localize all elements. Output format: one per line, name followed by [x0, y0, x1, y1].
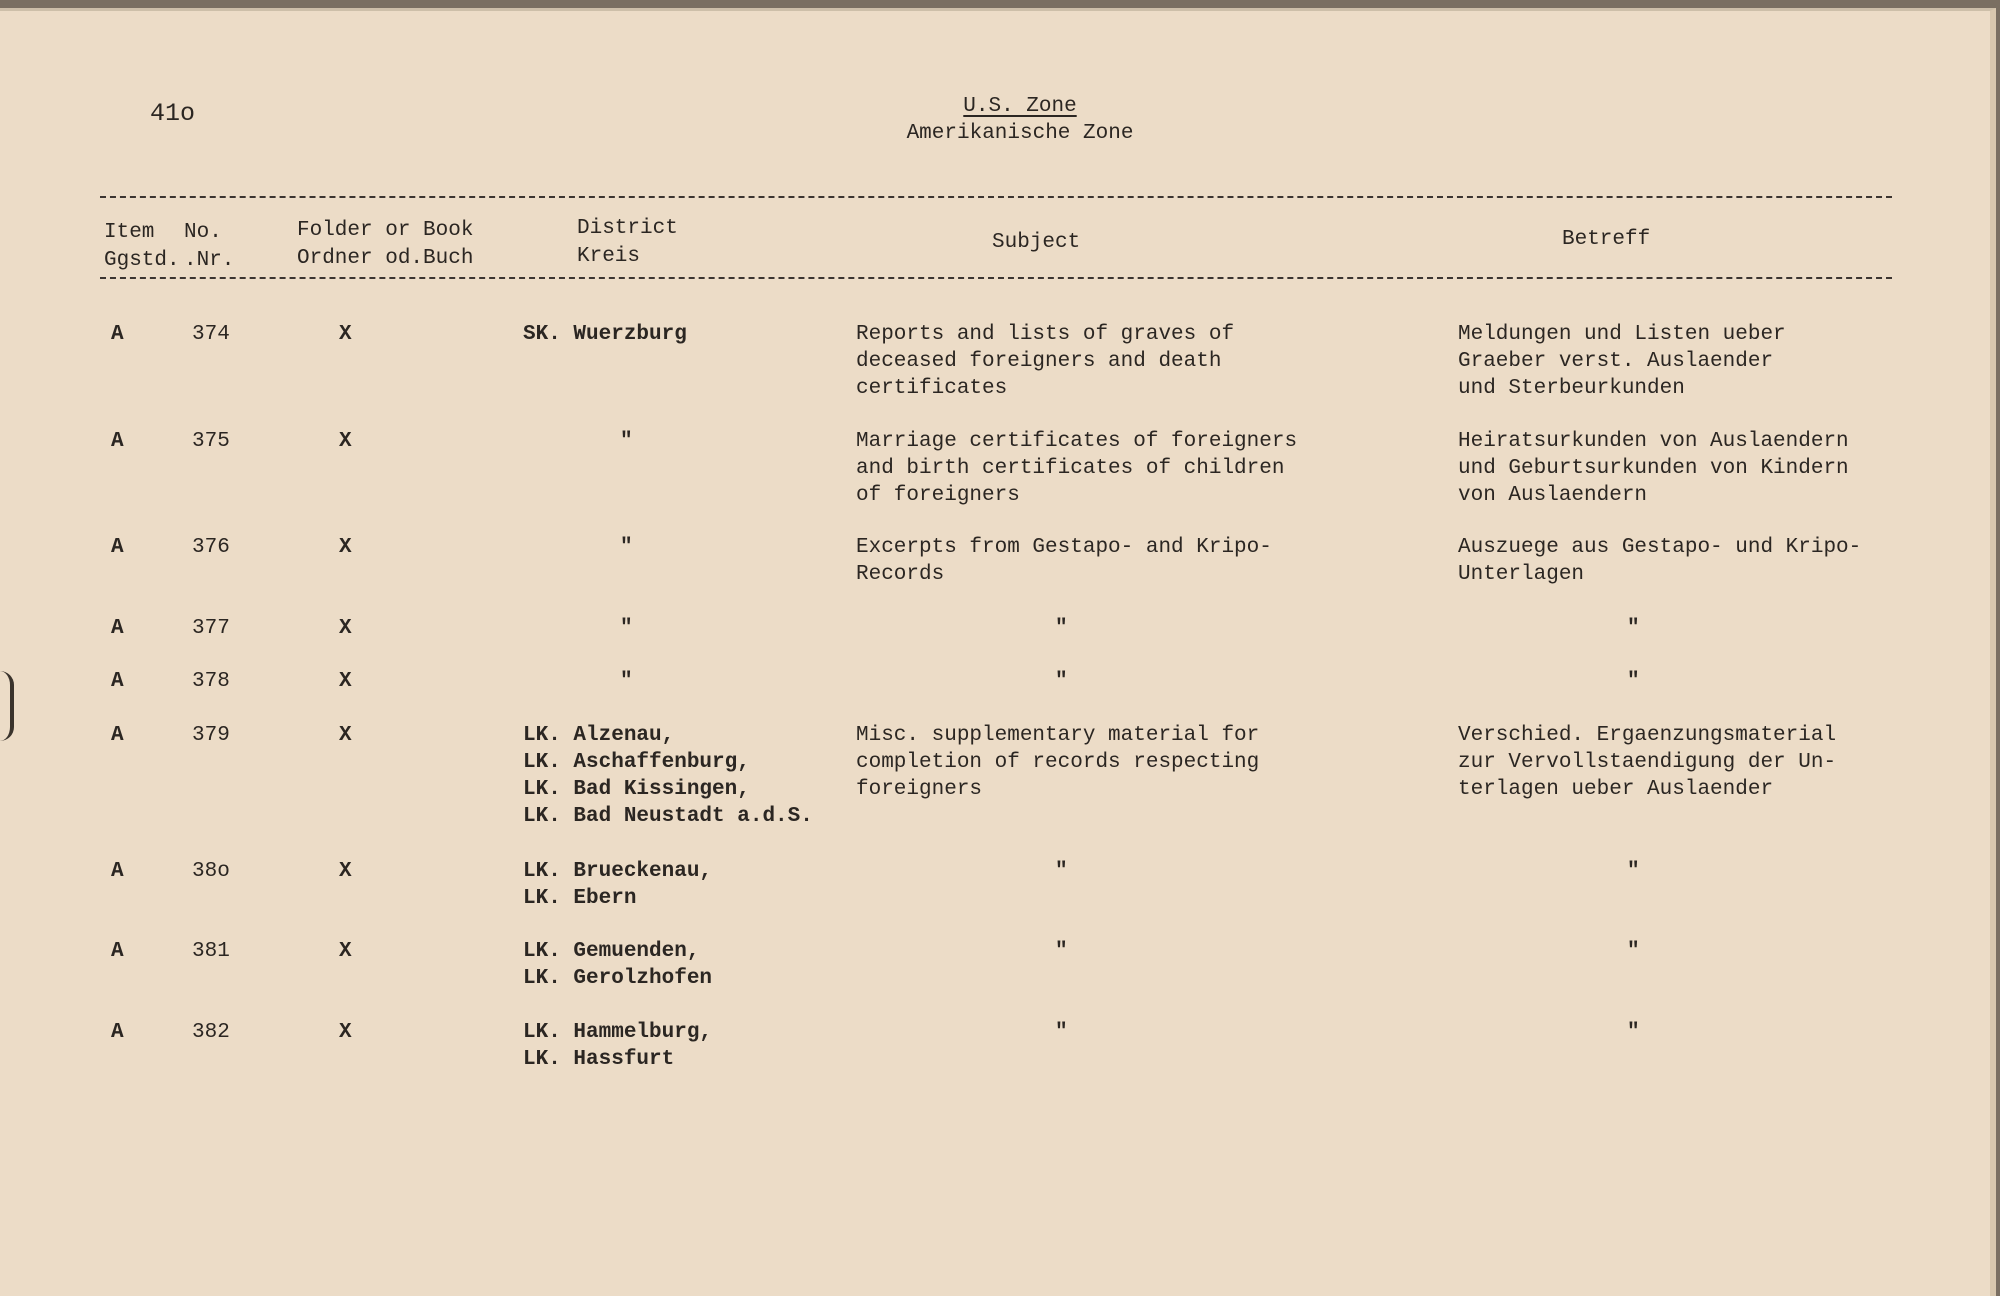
- cell-no: 381: [192, 940, 230, 963]
- cell-betreff: ": [1627, 940, 1640, 963]
- cell-no: 378: [192, 670, 230, 693]
- binder-edge: [0, 671, 14, 741]
- cell-no: 375: [192, 430, 230, 453]
- page-number: 41o: [150, 99, 196, 128]
- cell-subject: Misc. supplementary material for completion of records respecting foreigners: [856, 724, 1260, 801]
- document-page: [0, 8, 1996, 1296]
- cell-folder: X: [339, 617, 352, 640]
- cell-betreff: ": [1627, 617, 1640, 640]
- cell-subject: ": [1055, 670, 1068, 693]
- cell-subject: Excerpts from Gestapo- and Kripo- Records: [856, 536, 1272, 586]
- header-district-de: Kreis: [577, 245, 641, 268]
- header-folder-en: Folder or Book: [297, 219, 474, 242]
- cell-subject: ": [1055, 1021, 1068, 1044]
- cell-no: 379: [192, 724, 230, 747]
- zone-german: Amerikanische Zone: [906, 122, 1134, 145]
- cell-folder: X: [339, 724, 352, 747]
- cell-item: A: [111, 1021, 124, 1044]
- header-district-en: District: [577, 217, 678, 240]
- cell-subject: ": [1055, 617, 1068, 640]
- header-subject: Subject: [992, 231, 1081, 254]
- cell-folder: X: [339, 860, 352, 883]
- cell-betreff: ": [1627, 1021, 1640, 1044]
- cell-item: A: [111, 860, 124, 883]
- cell-item: A: [111, 430, 124, 453]
- cell-betreff: Auszuege aus Gestapo- und Kripo- Unterlagen: [1458, 536, 1862, 586]
- header-district: [577, 215, 678, 271]
- cell-betreff: Meldungen und Listen ueber Graeber verst. Auslaender und Sterbeurkunden: [1458, 323, 1786, 400]
- cell-district: SK. Wuerzburg: [523, 323, 687, 346]
- cell-item: A: [111, 670, 124, 693]
- cell-item: A: [111, 617, 124, 640]
- cell-subject: Marriage certificates of foreigners and birth certificates of children of foreigners: [856, 430, 1298, 507]
- cell-item: A: [111, 940, 124, 963]
- header-no-en: No.: [184, 221, 222, 244]
- cell-betreff: Heiratsurkunden von Auslaendern und Geburtsurkunden von Kindern von Auslaendern: [1458, 430, 1849, 507]
- header-no-de: .Nr.: [184, 249, 235, 272]
- cell-betreff: ": [1627, 670, 1640, 693]
- cell-district: LK. Gemuenden, LK. Gerolzhofen: [523, 940, 713, 990]
- cell-folder: X: [339, 323, 352, 346]
- header-betreff: Betreff: [1562, 228, 1651, 251]
- cell-district: ": [620, 617, 633, 640]
- cell-no: 38o: [192, 860, 230, 883]
- cell-item: A: [111, 536, 124, 559]
- cell-district: ": [620, 670, 633, 693]
- header-item-en: Item: [104, 221, 155, 244]
- cell-folder: X: [339, 1021, 352, 1044]
- cell-betreff: Verschied. Ergaenzungsmaterial zur Vervollstaendigung der Un- terlagen ueber Auslaender: [1458, 724, 1837, 801]
- cell-folder: X: [339, 670, 352, 693]
- cell-district: LK. Brueckenau, LK. Ebern: [523, 860, 713, 910]
- header-rule-top: [100, 196, 1892, 198]
- header-item-de: Ggstd.: [104, 249, 180, 272]
- zone-heading: [860, 93, 1180, 147]
- header-folder: [297, 217, 473, 273]
- cell-folder: X: [339, 430, 352, 453]
- header-folder-de: Ordner od.Buch: [297, 247, 474, 270]
- cell-district: ": [620, 430, 633, 453]
- cell-subject: Reports and lists of graves of deceased foreigners and death certificates: [856, 323, 1235, 400]
- cell-folder: X: [339, 536, 352, 559]
- cell-subject: ": [1055, 860, 1068, 883]
- cell-item: A: [111, 323, 124, 346]
- header-no: [184, 219, 234, 275]
- cell-district: LK. Hammelburg, LK. Hassfurt: [523, 1021, 713, 1071]
- header-rule-bottom: [100, 277, 1892, 279]
- cell-no: 374: [192, 323, 230, 346]
- cell-betreff: ": [1627, 860, 1640, 883]
- cell-folder: X: [339, 940, 352, 963]
- cell-no: 377: [192, 617, 230, 640]
- cell-subject: ": [1055, 940, 1068, 963]
- zone-english: U.S. Zone: [963, 95, 1077, 118]
- cell-district: ": [620, 536, 633, 559]
- header-item: [104, 219, 180, 275]
- cell-item: A: [111, 724, 124, 747]
- cell-no: 382: [192, 1021, 230, 1044]
- cell-district: LK. Alzenau, LK. Aschaffenburg, LK. Bad Kissingen, LK. Bad Neustadt a.d.S.: [523, 724, 813, 828]
- cell-no: 376: [192, 536, 230, 559]
